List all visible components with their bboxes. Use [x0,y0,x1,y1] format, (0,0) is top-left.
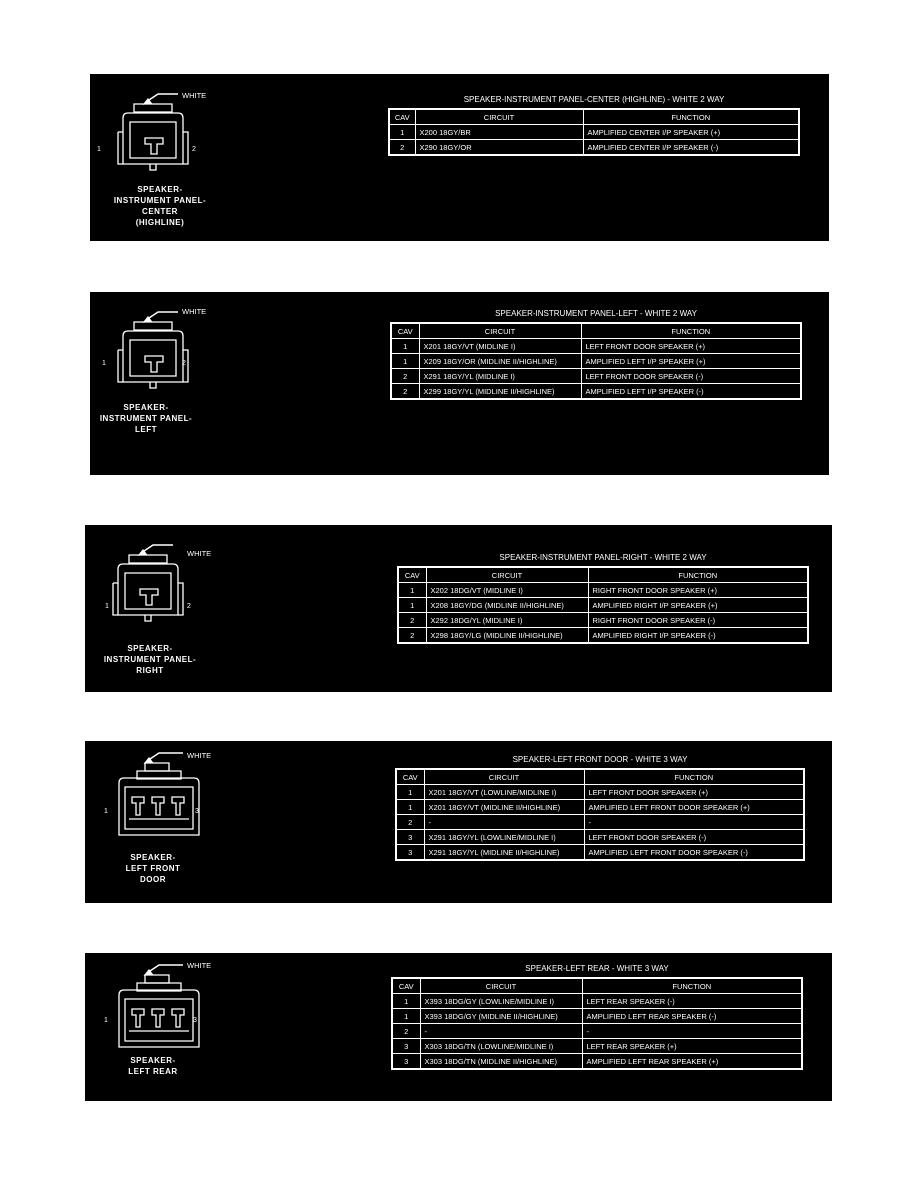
cell-cav: 3 [396,830,424,845]
cell-circuit: X303 18DG/TN (MIDLINE II/HIGHLINE) [420,1054,582,1070]
cell-function: LEFT FRONT DOOR SPEAKER (+) [581,339,801,354]
cell-circuit: - [420,1024,582,1039]
connector-panel-left-front-door [85,741,832,903]
cell-function: RIGHT FRONT DOOR SPEAKER (+) [588,583,808,598]
table-row [392,1039,802,1054]
table-header-row [392,978,802,994]
header-function: FUNCTION [581,323,801,339]
cell-function: AMPLIFIED RIGHT I/P SPEAKER (+) [588,598,808,613]
header-cav: CAV [391,323,419,339]
cell-cav: 2 [398,613,426,628]
cell-function: - [582,1024,802,1039]
cell-cav: 1 [398,598,426,613]
table-row [398,613,808,628]
connector-name: SPEAKER- LEFT FRONT DOOR [125,853,181,884]
table-row [389,140,799,156]
cell-circuit: X299 18GY/YL (MIDLINE II/HIGHLINE) [419,384,581,400]
header-cav: CAV [398,567,426,583]
cell-function: LEFT REAR SPEAKER (+) [582,1039,802,1054]
table-row [396,800,804,815]
header-circuit: CIRCUIT [420,978,582,994]
header-function: FUNCTION [582,978,802,994]
connector-panel-left [90,292,829,475]
cell-function: AMPLIFIED RIGHT I/P SPEAKER (-) [588,628,808,644]
cell-cav: 2 [398,628,426,644]
table-row [398,583,808,598]
table-row [389,125,799,140]
table-title: SPEAKER-INSTRUMENT PANEL-LEFT - WHITE 2 WAY [495,309,697,318]
table-header-row [396,769,804,785]
cell-cav: 2 [389,140,415,156]
table-row [396,845,804,861]
cell-function: AMPLIFIED CENTER I/P SPEAKER (+) [583,125,799,140]
table-row [398,628,808,644]
table-row [392,1054,802,1070]
connector-panel-left-rear [85,953,832,1101]
cell-circuit: X291 18GY/YL (MIDLINE II/HIGHLINE) [424,845,584,861]
cell-function: LEFT FRONT DOOR SPEAKER (-) [581,369,801,384]
cell-circuit: X201 18GY/VT (LOWLINE/MIDLINE I) [424,785,584,800]
table-header-row [389,109,799,125]
cell-function: AMPLIFIED CENTER I/P SPEAKER (-) [583,140,799,156]
table-row [391,339,801,354]
cell-cav: 3 [396,845,424,861]
cell-circuit: - [424,815,584,830]
table-row [398,598,808,613]
two-way-connector-icon [90,292,230,392]
pin-left-label: 1 [97,146,101,153]
connector-color-label: WHITE [182,307,207,316]
cell-circuit: X209 18GY/OR (MIDLINE II/HIGHLINE) [419,354,581,369]
table-row [392,1009,802,1024]
connector-panel-center [90,74,829,241]
cell-function: AMPLIFIED LEFT REAR SPEAKER (-) [582,1009,802,1024]
table-title: SPEAKER-LEFT FRONT DOOR - WHITE 3 WAY [512,755,688,764]
header-function: FUNCTION [583,109,799,125]
cell-circuit: X200 18GY/BR [415,125,583,140]
cell-circuit: X291 18GY/YL (MIDLINE I) [419,369,581,384]
cell-cav: 1 [398,583,426,598]
cell-circuit: X201 18GY/VT (MIDLINE I) [419,339,581,354]
two-way-connector-icon [85,525,225,625]
pin-right-label: 3 [195,808,199,815]
cell-function: - [584,815,804,830]
cell-cav: 1 [391,339,419,354]
cell-circuit: X201 18GY/VT (MIDLINE II/HIGHLINE) [424,800,584,815]
cell-cav: 2 [392,1024,420,1039]
table-row [396,815,804,830]
cell-circuit: X290 18GY/OR [415,140,583,156]
connector-name: SPEAKER- LEFT REAR [128,1056,178,1076]
pinout-table [390,322,802,400]
connector-color-label: WHITE [187,961,212,970]
pin-right-label: 2 [187,603,191,610]
cell-cav: 1 [392,994,420,1009]
connector-name: SPEAKER- INSTRUMENT PANEL- LEFT [99,403,193,434]
table-row [396,830,804,845]
two-way-connector-icon [90,74,230,174]
pinout-table [395,768,805,861]
cell-circuit: X291 18GY/YL (LOWLINE/MIDLINE I) [424,830,584,845]
cell-circuit: X208 18GY/DG (MIDLINE II/HIGHLINE) [426,598,588,613]
cell-circuit: X393 18DG/GY (LOWLINE/MIDLINE I) [420,994,582,1009]
pin-left-label: 1 [102,360,106,367]
table-row [396,785,804,800]
table-row [391,384,801,400]
cell-circuit: X202 18DG/VT (MIDLINE I) [426,583,588,598]
table-title: SPEAKER-INSTRUMENT PANEL-RIGHT - WHITE 2 WAY [499,553,707,562]
table-row [391,354,801,369]
connector-name: SPEAKER- INSTRUMENT PANEL- CENTER (HIGHLINE) [113,185,207,227]
pin-right-label: 2 [182,360,186,367]
cell-cav: 1 [396,785,424,800]
pin-right-label: 2 [192,146,196,153]
cell-function: LEFT REAR SPEAKER (-) [582,994,802,1009]
pinout-table [388,108,800,156]
cell-circuit: X298 18GY/LG (MIDLINE II/HIGHLINE) [426,628,588,644]
header-circuit: CIRCUIT [426,567,588,583]
header-circuit: CIRCUIT [415,109,583,125]
cell-cav: 3 [392,1039,420,1054]
pin-left-label: 1 [105,603,109,610]
cell-cav: 3 [392,1054,420,1070]
pin-left-label: 1 [104,808,108,815]
table-row [391,369,801,384]
cell-circuit: X292 18DG/YL (MIDLINE I) [426,613,588,628]
cell-cav: 1 [396,800,424,815]
header-circuit: CIRCUIT [424,769,584,785]
header-circuit: CIRCUIT [419,323,581,339]
cell-function: AMPLIFIED LEFT I/P SPEAKER (-) [581,384,801,400]
header-cav: CAV [389,109,415,125]
header-function: FUNCTION [584,769,804,785]
cell-function: RIGHT FRONT DOOR SPEAKER (-) [588,613,808,628]
cell-cav: 2 [391,369,419,384]
connector-color-label: WHITE [182,91,207,100]
cell-function: AMPLIFIED LEFT FRONT DOOR SPEAKER (-) [584,845,804,861]
cell-function: AMPLIFIED LEFT I/P SPEAKER (+) [581,354,801,369]
header-cav: CAV [396,769,424,785]
cell-function: LEFT FRONT DOOR SPEAKER (-) [584,830,804,845]
connector-color-label: WHITE [187,751,212,760]
pinout-table [391,977,803,1070]
table-title: SPEAKER-INSTRUMENT PANEL-CENTER (HIGHLINE) - WHITE 2 WAY [463,95,725,104]
cell-cav: 1 [389,125,415,140]
connector-panel-right [85,525,832,692]
cell-cav: 2 [391,384,419,400]
cell-function: AMPLIFIED LEFT FRONT DOOR SPEAKER (+) [584,800,804,815]
table-row [392,1024,802,1039]
table-header-row [398,567,808,583]
cell-circuit: X303 18DG/TN (LOWLINE/MIDLINE I) [420,1039,582,1054]
cell-cav: 2 [396,815,424,830]
cell-cav: 1 [391,354,419,369]
header-function: FUNCTION [588,567,808,583]
cell-function: LEFT FRONT DOOR SPEAKER (+) [584,785,804,800]
pin-right-label: 3 [193,1017,197,1024]
connector-name: SPEAKER- INSTRUMENT PANEL- RIGHT [103,644,197,675]
pinout-table [397,566,809,644]
cell-cav: 1 [392,1009,420,1024]
cell-function: AMPLIFIED LEFT REAR SPEAKER (+) [582,1054,802,1070]
connector-color-label: WHITE [187,549,212,558]
pin-left-label: 1 [104,1017,108,1024]
header-cav: CAV [392,978,420,994]
table-header-row [391,323,801,339]
table-row [392,994,802,1009]
table-title: SPEAKER-LEFT REAR - WHITE 3 WAY [525,964,669,973]
cell-circuit: X393 18DG/GY (MIDLINE II/HIGHLINE) [420,1009,582,1024]
